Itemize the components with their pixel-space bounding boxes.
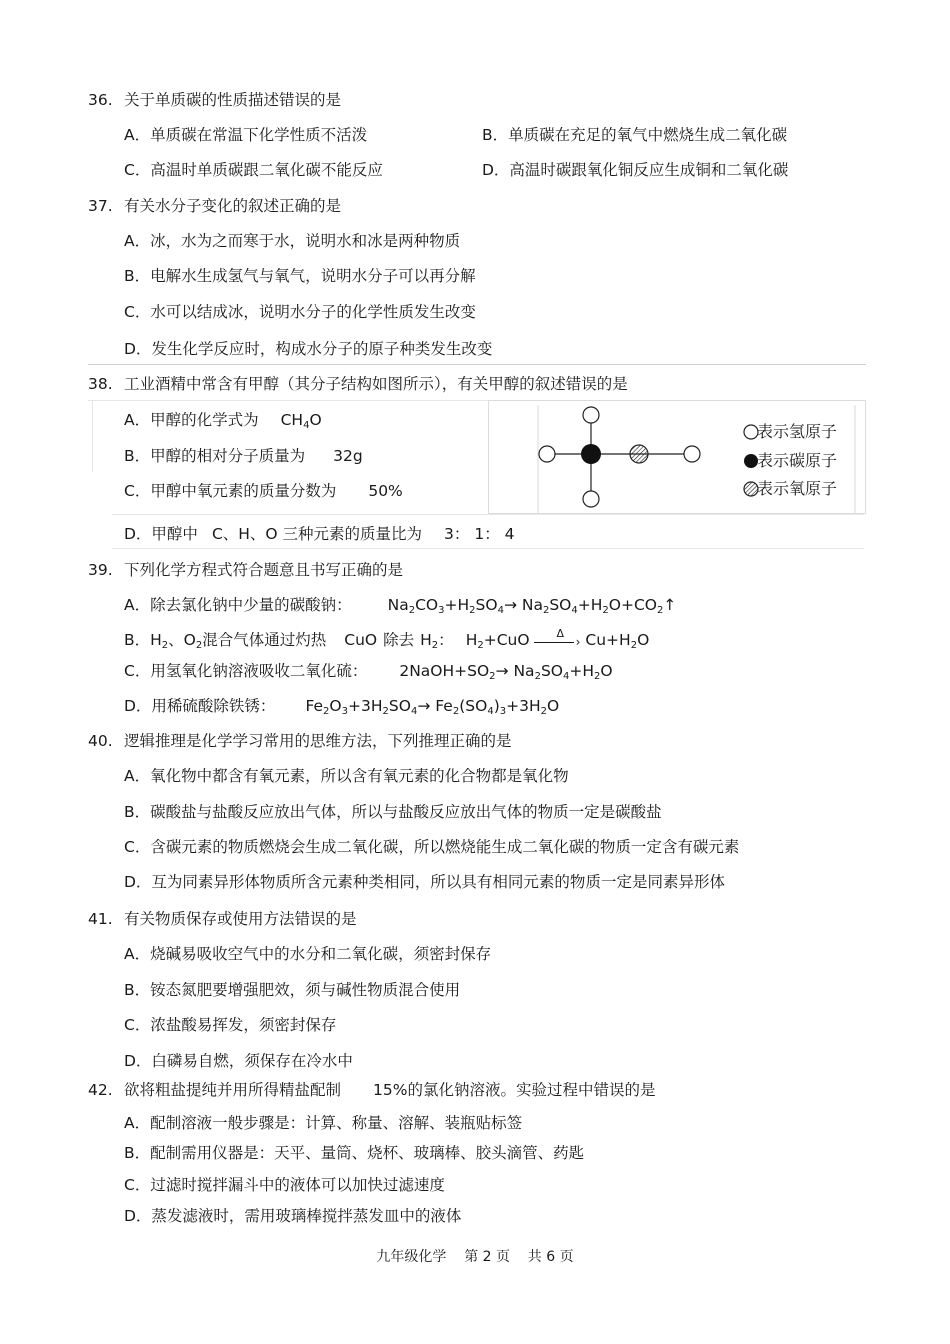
option-b-text: 混合气体通过灼热 (202, 631, 327, 649)
elements-text: C、H、O 三种元素的质量比为 (211, 525, 423, 543)
option-d-label: D．甲醇中 (124, 525, 198, 543)
q39-option-c (124, 661, 613, 681)
option-a-label: A．除去氯化钠中少量的碳酸钠： (124, 596, 352, 614)
question-38-text: 工业酒精中常含有甲醇（其分子结构如图所示），有关甲醇的叙述错误的是 (124, 375, 628, 393)
equation-b: $H_2+CuO$ Δ › $Cu+H_2O$ (466, 631, 650, 649)
divider (112, 548, 864, 549)
question-number-36: 36. (88, 91, 113, 109)
q40-option-d: D．互为同素异形体物质所含元素种类相同，所以具有相同元素的物质一定是同素异形体 (124, 873, 725, 891)
legend-carbon-symbol (744, 454, 758, 468)
question-42-text (124, 1080, 655, 1100)
q39-option-d (124, 696, 559, 716)
question-number-40: 40. (88, 732, 113, 750)
q37-option-c: C．水可以结成冰，说明水分子的化学性质发生改变 (124, 303, 476, 321)
oxygen-atom (630, 445, 648, 463)
heat-arrow: Δ › (534, 634, 580, 648)
q38-option-c (124, 481, 403, 501)
question-number-38: 38. (88, 375, 113, 393)
q42-option-b: B．配制需用仪器是：天平、量筒、烧杯、玻璃棒、胶头滴管、药匙 (124, 1144, 585, 1162)
q38-option-d (124, 524, 515, 544)
equation-d: $Fe_2O_3+3H_2SO_4\to Fe_2(SO_4)_3+3H_2O$ (305, 697, 560, 717)
q42-option-c: C．过滤时搅拌漏斗中的液体可以加快过滤速度 (124, 1176, 445, 1194)
q38-option-b (124, 446, 363, 466)
q37-option-d: D．发生化学反应时，构成水分子的原子种类发生改变 (124, 340, 493, 358)
question-number-42: 42. (88, 1081, 113, 1099)
q41-option-b: B．铵态氮肥要增强肥效，须与碱性物质混合使用 (124, 981, 461, 999)
hydrogen-atom (583, 491, 599, 507)
subscript: 4 (303, 420, 310, 431)
methanol-structure-figure (488, 400, 866, 514)
cuo-formula: CuO (344, 631, 378, 649)
h2-formula: $H_2$： (420, 631, 454, 651)
q36-option-a: A．单质碳在常温下化学性质不活泼 (124, 126, 368, 144)
hydrogen-atom (583, 407, 599, 423)
q41-option-c: C．浓盐酸易挥发，须密封保存 (124, 1016, 337, 1034)
legend-hydrogen-symbol (744, 425, 758, 439)
option-d-label: D．用稀硫酸除铁锈： (124, 697, 276, 715)
q36-option-c: C．高温时单质碳跟二氧化碳不能反应 (124, 161, 383, 179)
q37-option-a: A．冰，水为之而寒于水，说明水和冰是两种物质 (124, 232, 461, 250)
formula-part: O (309, 411, 322, 429)
hydrogen-atom (684, 446, 700, 462)
methanol-formula (281, 411, 322, 429)
legend-oxygen-symbol (744, 482, 758, 496)
q42-percentage: 15% (373, 1081, 408, 1099)
q36-option-d: D．高温时碳跟氧化铜反应生成铜和二氧化碳 (482, 161, 789, 179)
divider (92, 400, 93, 472)
question-number-37: 37. (88, 197, 113, 215)
q42-text-pre: 欲将粗盐提纯并用所得精盐配制 (124, 1081, 342, 1099)
question-number-41: 41. (88, 910, 113, 928)
question-number-39: 39. (88, 561, 113, 579)
q39-option-a (124, 595, 676, 615)
q42-text-post: 的氯化钠溶液。实验过程中错误的是 (407, 1081, 656, 1099)
page-footer: 九年级化学 第 2 页 共 6 页 (376, 1249, 574, 1265)
delta-symbol: Δ (556, 626, 565, 640)
question-39-text: 下列化学方程式符合题意且书写正确的是 (124, 561, 404, 579)
q40-option-b: B．碳酸盐与盐酸反应放出气体，所以与盐酸反应放出气体的物质一定是碳酸盐 (124, 803, 662, 821)
mass-ratio: 3： 1： 4 (444, 525, 515, 543)
q38-option-a (124, 410, 322, 430)
q42-option-a: A．配制溶液一般步骤是：计算、称量、溶解、装瓶贴标签 (124, 1114, 523, 1132)
option-c-label: C．甲醇中氧元素的质量分数为 (124, 482, 337, 500)
question-36-text: 关于单质碳的性质描述错误的是 (124, 91, 342, 109)
mass-fraction-value: 50% (368, 482, 403, 500)
q41-option-d: D．白磷易自燃，须保存在冷水中 (124, 1052, 353, 1070)
option-b-label: B． (124, 631, 151, 649)
option-c-label: C．用氢氧化钠溶液吸收二氧化硫： (124, 662, 368, 680)
equation-c: $2NaOH+SO_2\to Na_2SO_4+H_2O$ (399, 662, 613, 682)
question-40-text: 逻辑推理是化学学习常用的思维方法，下列推理正确的是 (124, 732, 512, 750)
molar-mass-value: 32g (333, 447, 363, 465)
hydrogen-atom (539, 446, 555, 462)
q39-option-b (124, 626, 650, 651)
carbon-atom (581, 444, 601, 464)
formula-part: CH (280, 411, 304, 429)
legend-carbon-label: 表示碳原子 (757, 451, 838, 470)
q40-option-c: C．含碳元素的物质燃烧会生成二氧化碳，所以燃烧能生成二氧化碳的物质一定含有碳元素 (124, 838, 740, 856)
legend-oxygen-label: 表示氧原子 (757, 479, 838, 498)
q37-option-b: B．电解水生成氢气与氧气，说明水分子可以再分解 (124, 267, 476, 285)
q40-option-a: A．氧化物中都含有氧元素，所以含有氧元素的化合物都是氧化物 (124, 767, 569, 785)
gas-formula: $H_2$、$O_2$ (150, 631, 203, 651)
q41-option-a: A．烧碱易吸收空气中的水分和二氧化碳，须密封保存 (124, 945, 492, 963)
option-b-label: B．甲醇的相对分子质量为 (124, 447, 306, 465)
q42-option-d: D．蒸发滤液时，需用玻璃棒搅拌蒸发皿中的液体 (124, 1207, 462, 1225)
legend-hydrogen-label: 表示氢原子 (757, 422, 838, 441)
question-41-text: 有关物质保存或使用方法错误的是 (124, 910, 357, 928)
equation-a: $Na_2CO_3+H_2SO_4\to$ $Na_2SO_4+H_2O+CO_2↑$ (387, 596, 677, 616)
q36-option-b: B．单质碳在充足的氧气中燃烧生成二氧化碳 (482, 126, 788, 144)
divider (88, 400, 488, 401)
divider (88, 364, 866, 365)
question-37-text: 有关水分子变化的叙述正确的是 (124, 197, 342, 215)
option-b-text2: 除去 (383, 631, 415, 649)
option-a-label: A．甲醇的化学式为 (124, 411, 259, 429)
